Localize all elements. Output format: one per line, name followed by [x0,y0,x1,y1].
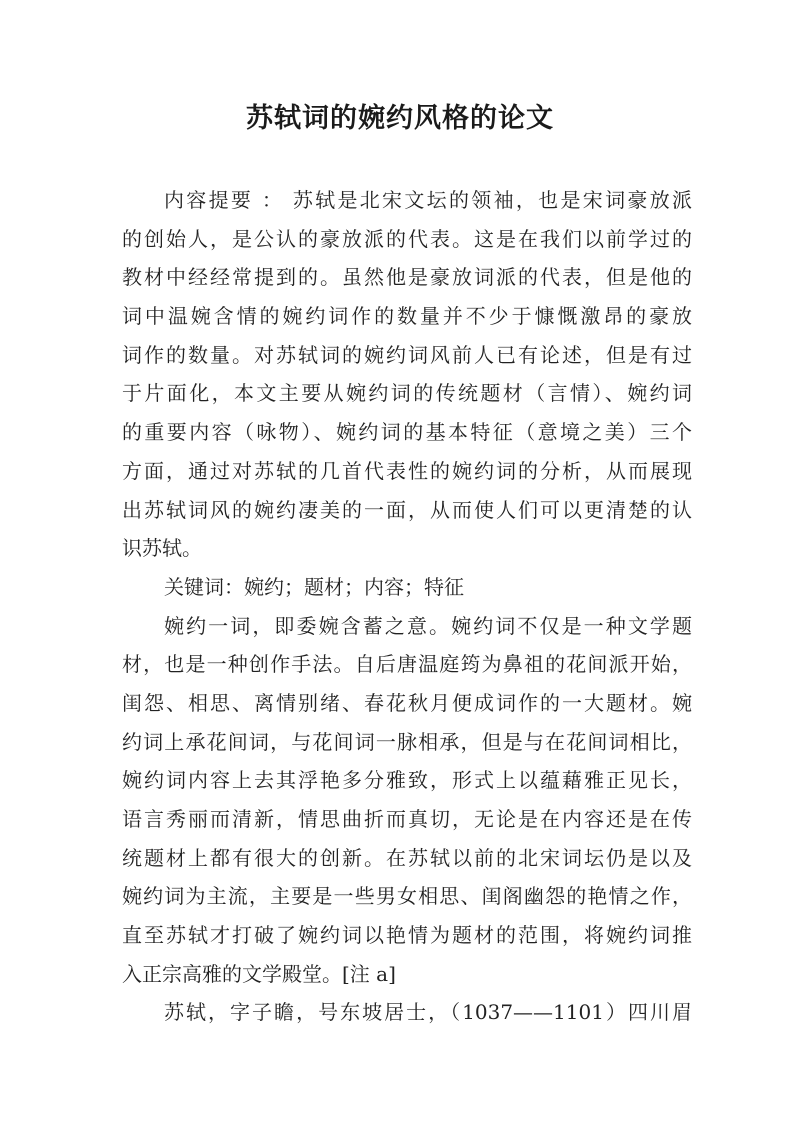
document-body [122,181,692,1032]
text-line: 婉约词内容上去其浮艳多分雅致，形式上以蕴藉雅正见长， [122,768,692,793]
text-line: 的创始人，是公认的豪放派的代表。这是在我们以前学过的 [122,226,692,251]
text-line: 的重要内容（咏物）、婉约词的基本特征（意境之美）三个 [122,420,692,445]
text-line: 入正宗高雅的文学殿堂。[注 a] [122,961,396,986]
text-line: 统题材上都有很大的创新。在苏轼以前的北宋词坛仍是以及 [122,845,692,870]
text-line: 教材中经经常提到的。虽然他是豪放词派的代表，但是他的 [122,265,692,290]
text-line: 材，也是一种创作手法。自后唐温庭筠为鼻祖的花间派开始， [122,652,692,677]
text-line: 语言秀丽而清新，情思曲折而真切，无论是在内容还是在传 [122,807,692,831]
text-line: 婉约一词，即委婉含蓄之意。婉约词不仅是一种文学题 [164,613,692,638]
text-line: 内容提要 ： 苏轼是北宋文坛的领袖，也是宋词豪放派 [164,188,692,212]
text-line: 苏轼，字子瞻，号东坡居士，（1037——1101）四川眉 [164,1000,692,1025]
text-line: 婉约词为主流，主要是一些男女相思、闺阁幽怨的艳情之作， [122,884,692,909]
text-line: 于片面化，本文主要从婉约词的传统题材（言情）、婉约词 [122,381,692,406]
document-title: 苏轼词的婉约风格的论文 [246,103,554,134]
text-line: 词中温婉含情的婉约词作的数量并不少于慷慨激昂的豪放 [122,304,692,329]
text-line: 方面，通过对苏轼的几首代表性的婉约词的分析，从而展现 [122,458,692,483]
text-line: 词作的数量。对苏轼词的婉约词风前人已有论述，但是有过 [122,342,692,367]
text-line: 识苏轼。 [122,536,202,561]
text-line: 闺怨、相思、离情别绪、春花秋月便成词作的一大题材。婉 [122,690,692,715]
keywords-line: 关键词：婉约；题材；内容；特征 [164,574,464,599]
text-line: 约词上承花间词，与花间词一脉相承，但是与在花间词相比， [122,729,692,754]
text-line: 出苏轼词风的婉约凄美的一面，从而使人们可以更清楚的认 [122,497,692,522]
text-line: 直至苏轼才打破了婉约词以艳情为题材的范围，将婉约词推 [122,923,692,948]
